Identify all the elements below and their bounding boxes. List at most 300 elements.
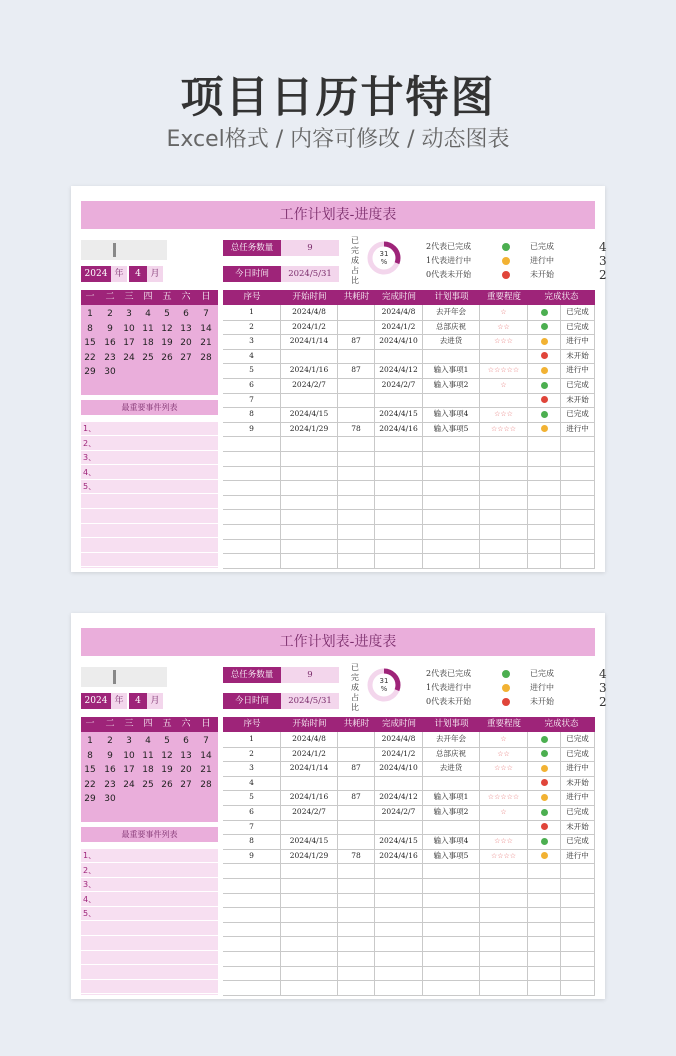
event-line[interactable] — [81, 495, 218, 509]
cell-item[interactable] — [423, 966, 480, 981]
cell-spent[interactable] — [338, 349, 375, 364]
status-icon-cell[interactable] — [528, 509, 561, 524]
cell-no[interactable] — [223, 966, 281, 981]
cell-start[interactable]: 2024/1/2 — [281, 747, 338, 762]
calendar-day[interactable]: 4 — [145, 736, 151, 746]
cell-item[interactable] — [423, 495, 480, 510]
calendar-day[interactable]: 15 — [84, 338, 96, 349]
cell-item[interactable] — [423, 553, 480, 568]
calendar-day[interactable]: 19 — [161, 765, 173, 776]
cell-stars[interactable] — [480, 966, 528, 981]
cell-stars[interactable] — [480, 480, 528, 495]
calendar-day[interactable]: 9 — [107, 750, 113, 761]
cell-start[interactable] — [281, 393, 338, 408]
cell-item[interactable] — [423, 951, 480, 966]
cell-stars[interactable] — [480, 878, 528, 893]
event-line[interactable] — [81, 951, 218, 965]
calendar-day[interactable]: 11 — [142, 323, 154, 334]
calendar-day[interactable]: 28 — [200, 779, 212, 790]
cell-status[interactable]: 进行中 — [561, 761, 595, 776]
cell-item[interactable] — [423, 980, 480, 995]
cell-start[interactable] — [281, 436, 338, 451]
cell-status[interactable] — [561, 466, 595, 481]
cell-no[interactable]: 8 — [223, 834, 281, 849]
cell-start[interactable]: 2024/1/16 — [281, 790, 338, 805]
table-row[interactable] — [223, 922, 595, 938]
cell-spent[interactable] — [338, 878, 375, 893]
cell-end[interactable] — [375, 980, 423, 995]
cell-end[interactable] — [375, 466, 423, 481]
cell-start[interactable] — [281, 936, 338, 951]
calendar-day[interactable]: 23 — [104, 352, 116, 363]
cell-item[interactable] — [423, 878, 480, 893]
table-row[interactable] — [223, 393, 595, 409]
cell-item[interactable] — [423, 863, 480, 878]
cell-start[interactable] — [281, 480, 338, 495]
cell-status[interactable]: 已完成 — [561, 805, 595, 820]
status-icon-cell[interactable] — [528, 363, 561, 378]
cell-end[interactable] — [375, 776, 423, 791]
calendar-day[interactable]: 22 — [84, 352, 96, 363]
cell-no[interactable] — [223, 922, 281, 937]
table-row[interactable] — [223, 951, 595, 967]
cell-item[interactable] — [423, 451, 480, 466]
cell-start[interactable]: 2024/2/7 — [281, 805, 338, 820]
cell-status[interactable] — [561, 480, 595, 495]
table-row[interactable] — [223, 466, 595, 482]
cell-end[interactable]: 2024/1/2 — [375, 747, 423, 762]
cell-status[interactable] — [561, 907, 595, 922]
cell-no[interactable]: 7 — [223, 820, 281, 835]
status-icon-cell[interactable] — [528, 495, 561, 510]
cell-item[interactable] — [423, 820, 480, 835]
status-icon-cell[interactable] — [528, 922, 561, 937]
cell-end[interactable] — [375, 966, 423, 981]
table-row[interactable] — [223, 334, 595, 350]
table-row[interactable] — [223, 907, 595, 923]
cell-spent[interactable] — [338, 524, 375, 539]
cell-spent[interactable] — [338, 378, 375, 393]
cell-end[interactable]: 2024/4/15 — [375, 834, 423, 849]
status-icon-cell[interactable] — [528, 790, 561, 805]
cell-item[interactable]: 总部庆祝 — [423, 320, 480, 335]
event-line[interactable] — [81, 922, 218, 936]
table-row[interactable] — [223, 732, 595, 748]
cell-item[interactable]: 总部庆祝 — [423, 747, 480, 762]
calendar-day[interactable]: 5 — [164, 736, 170, 746]
table-row[interactable] — [223, 966, 595, 982]
cell-status[interactable]: 进行中 — [561, 849, 595, 864]
cell-end[interactable] — [375, 509, 423, 524]
cell-status[interactable] — [561, 451, 595, 466]
cell-status[interactable] — [561, 980, 595, 995]
cell-stars[interactable]: ☆☆☆☆☆ — [480, 363, 528, 378]
cell-status[interactable] — [561, 878, 595, 893]
status-icon-cell[interactable] — [528, 407, 561, 422]
status-icon-cell[interactable] — [528, 451, 561, 466]
status-icon-cell[interactable] — [528, 553, 561, 568]
cell-stars[interactable]: ☆ — [480, 305, 528, 320]
event-line[interactable]: 2、 — [81, 864, 218, 878]
cell-item[interactable]: 输入事项5 — [423, 849, 480, 864]
cell-spent[interactable] — [338, 305, 375, 320]
cell-stars[interactable]: ☆ — [480, 805, 528, 820]
status-icon-cell[interactable] — [528, 878, 561, 893]
cell-spent[interactable] — [338, 834, 375, 849]
status-icon-cell[interactable] — [528, 378, 561, 393]
cell-no[interactable] — [223, 553, 281, 568]
calendar-day[interactable]: 23 — [104, 779, 116, 790]
cell-start[interactable] — [281, 509, 338, 524]
calendar-day[interactable]: 24 — [123, 352, 135, 363]
calendar-day[interactable]: 27 — [180, 779, 192, 790]
cell-spent[interactable] — [338, 436, 375, 451]
table-row[interactable] — [223, 480, 595, 496]
cell-start[interactable]: 2024/1/29 — [281, 849, 338, 864]
status-icon-cell[interactable] — [528, 907, 561, 922]
calendar-day[interactable]: 10 — [123, 323, 135, 334]
cell-end[interactable] — [375, 451, 423, 466]
cell-spent[interactable] — [338, 893, 375, 908]
cell-no[interactable] — [223, 451, 281, 466]
cell-status[interactable]: 已完成 — [561, 747, 595, 762]
cell-spent[interactable] — [338, 980, 375, 995]
calendar-day[interactable]: 26 — [161, 779, 173, 790]
cell-spent[interactable] — [338, 747, 375, 762]
status-icon-cell[interactable] — [528, 732, 561, 747]
event-line[interactable]: 2、 — [81, 437, 218, 451]
table-row[interactable] — [223, 378, 595, 394]
calendar-day[interactable]: 30 — [104, 794, 116, 805]
cell-start[interactable]: 2024/1/29 — [281, 422, 338, 437]
cell-stars[interactable] — [480, 495, 528, 510]
cell-status[interactable] — [561, 436, 595, 451]
table-row[interactable] — [223, 834, 595, 850]
table-row[interactable] — [223, 761, 595, 777]
cell-no[interactable]: 6 — [223, 378, 281, 393]
cell-item[interactable]: 输入事项4 — [423, 407, 480, 422]
cell-spent[interactable] — [338, 805, 375, 820]
status-icon-cell[interactable] — [528, 524, 561, 539]
status-icon-cell[interactable] — [528, 980, 561, 995]
table-row[interactable] — [223, 849, 595, 865]
cell-stars[interactable] — [480, 893, 528, 908]
cell-no[interactable]: 5 — [223, 363, 281, 378]
calendar-day[interactable]: 5 — [164, 309, 170, 319]
table-row[interactable] — [223, 320, 595, 336]
cell-item[interactable] — [423, 480, 480, 495]
cell-start[interactable]: 2024/4/8 — [281, 732, 338, 747]
calendar-day[interactable]: 16 — [104, 338, 116, 349]
status-icon-cell[interactable] — [528, 747, 561, 762]
cell-spent[interactable] — [338, 951, 375, 966]
table-row[interactable] — [223, 980, 595, 996]
calendar-day[interactable]: 20 — [180, 338, 192, 349]
cell-end[interactable] — [375, 907, 423, 922]
cell-status[interactable] — [561, 893, 595, 908]
cell-stars[interactable] — [480, 524, 528, 539]
cell-spent[interactable] — [338, 480, 375, 495]
cell-stars[interactable] — [480, 466, 528, 481]
cell-end[interactable] — [375, 436, 423, 451]
cell-start[interactable] — [281, 553, 338, 568]
cell-stars[interactable]: ☆☆☆☆☆ — [480, 790, 528, 805]
status-icon-cell[interactable] — [528, 863, 561, 878]
cell-item[interactable] — [423, 436, 480, 451]
calendar-day[interactable]: 1 — [87, 736, 93, 746]
cell-spent[interactable] — [338, 936, 375, 951]
cell-status[interactable] — [561, 495, 595, 510]
table-row[interactable] — [223, 790, 595, 806]
calendar-day[interactable]: 21 — [200, 765, 212, 776]
cell-no[interactable]: 1 — [223, 732, 281, 747]
event-line[interactable] — [81, 524, 218, 538]
cell-start[interactable] — [281, 466, 338, 481]
cell-no[interactable] — [223, 951, 281, 966]
table-row[interactable] — [223, 776, 595, 792]
cell-status[interactable] — [561, 951, 595, 966]
cell-no[interactable] — [223, 980, 281, 995]
calendar-day[interactable]: 3 — [126, 736, 132, 746]
cell-end[interactable]: 2024/4/15 — [375, 407, 423, 422]
cell-item[interactable] — [423, 907, 480, 922]
calendar-day[interactable]: 7 — [203, 309, 209, 319]
cell-stars[interactable]: ☆☆☆ — [480, 334, 528, 349]
cell-spent[interactable] — [338, 732, 375, 747]
cell-start[interactable] — [281, 907, 338, 922]
cell-end[interactable]: 2024/4/8 — [375, 305, 423, 320]
calendar-day[interactable]: 6 — [183, 309, 189, 319]
cell-status[interactable]: 已完成 — [561, 305, 595, 320]
cell-end[interactable] — [375, 951, 423, 966]
cell-spent[interactable] — [338, 863, 375, 878]
status-icon-cell[interactable] — [528, 805, 561, 820]
cell-start[interactable] — [281, 966, 338, 981]
cell-end[interactable]: 2024/4/8 — [375, 732, 423, 747]
calendar-day[interactable]: 17 — [123, 765, 135, 776]
calendar-day[interactable]: 30 — [104, 367, 116, 378]
cell-no[interactable]: 4 — [223, 776, 281, 791]
cell-no[interactable]: 7 — [223, 393, 281, 408]
cell-start[interactable]: 2024/1/14 — [281, 761, 338, 776]
cell-spent[interactable]: 87 — [338, 790, 375, 805]
cell-no[interactable]: 3 — [223, 334, 281, 349]
cell-spent[interactable] — [338, 820, 375, 835]
table-row[interactable] — [223, 863, 595, 879]
cell-stars[interactable]: ☆☆☆ — [480, 407, 528, 422]
cell-start[interactable]: 2024/1/2 — [281, 320, 338, 335]
calendar-day[interactable]: 2 — [107, 309, 113, 319]
status-icon-cell[interactable] — [528, 466, 561, 481]
cell-spent[interactable] — [338, 539, 375, 554]
cell-no[interactable]: 9 — [223, 422, 281, 437]
cell-status[interactable] — [561, 524, 595, 539]
calendar-day[interactable]: 18 — [142, 338, 154, 349]
cell-spent[interactable] — [338, 451, 375, 466]
status-icon-cell[interactable] — [528, 966, 561, 981]
cell-no[interactable]: 1 — [223, 305, 281, 320]
cell-start[interactable] — [281, 893, 338, 908]
cell-stars[interactable] — [480, 863, 528, 878]
cell-no[interactable]: 4 — [223, 349, 281, 364]
cell-status[interactable] — [561, 863, 595, 878]
cell-end[interactable] — [375, 480, 423, 495]
cell-end[interactable] — [375, 524, 423, 539]
calendar-day[interactable]: 22 — [84, 779, 96, 790]
table-row[interactable] — [223, 451, 595, 467]
cell-spent[interactable]: 78 — [338, 849, 375, 864]
cell-no[interactable] — [223, 539, 281, 554]
cell-status[interactable] — [561, 936, 595, 951]
cell-item[interactable]: 去开年会 — [423, 732, 480, 747]
cell-spent[interactable] — [338, 320, 375, 335]
table-row[interactable] — [223, 363, 595, 379]
cell-stars[interactable] — [480, 509, 528, 524]
cell-status[interactable] — [561, 553, 595, 568]
cell-start[interactable] — [281, 451, 338, 466]
cell-stars[interactable]: ☆☆ — [480, 320, 528, 335]
cell-spent[interactable] — [338, 495, 375, 510]
calendar-day[interactable]: 8 — [87, 750, 93, 761]
calendar-day[interactable]: 14 — [200, 750, 212, 761]
status-icon-cell[interactable] — [528, 951, 561, 966]
cell-end[interactable] — [375, 349, 423, 364]
cell-stars[interactable] — [480, 451, 528, 466]
event-line[interactable] — [81, 553, 218, 567]
event-line[interactable]: 3、 — [81, 451, 218, 465]
cell-end[interactable]: 2024/4/12 — [375, 363, 423, 378]
cell-spent[interactable] — [338, 966, 375, 981]
calendar-day[interactable]: 13 — [180, 323, 192, 334]
cell-no[interactable]: 9 — [223, 849, 281, 864]
calendar-day[interactable]: 17 — [123, 338, 135, 349]
status-icon-cell[interactable] — [528, 422, 561, 437]
cell-status[interactable]: 已完成 — [561, 378, 595, 393]
cell-no[interactable] — [223, 863, 281, 878]
cell-end[interactable] — [375, 553, 423, 568]
cell-status[interactable] — [561, 922, 595, 937]
table-row[interactable] — [223, 495, 595, 511]
cell-spent[interactable]: 87 — [338, 363, 375, 378]
calendar-day[interactable]: 13 — [180, 750, 192, 761]
cell-start[interactable] — [281, 951, 338, 966]
cell-spent[interactable] — [338, 393, 375, 408]
cell-start[interactable]: 2024/4/8 — [281, 305, 338, 320]
cell-stars[interactable] — [480, 907, 528, 922]
calendar-day[interactable]: 9 — [107, 323, 113, 334]
calendar-day[interactable]: 1 — [87, 309, 93, 319]
cell-stars[interactable] — [480, 980, 528, 995]
cell-start[interactable] — [281, 980, 338, 995]
cell-spent[interactable] — [338, 407, 375, 422]
cell-spent[interactable] — [338, 466, 375, 481]
event-line[interactable]: 4、 — [81, 893, 218, 907]
cell-no[interactable]: 5 — [223, 790, 281, 805]
table-row[interactable] — [223, 805, 595, 821]
cell-item[interactable]: 输入事项4 — [423, 834, 480, 849]
calendar-day[interactable]: 25 — [142, 352, 154, 363]
cell-no[interactable] — [223, 893, 281, 908]
cell-end[interactable] — [375, 936, 423, 951]
name-input[interactable] — [81, 667, 167, 687]
cell-spent[interactable] — [338, 553, 375, 568]
cell-item[interactable] — [423, 466, 480, 481]
table-row[interactable] — [223, 539, 595, 555]
status-icon-cell[interactable] — [528, 436, 561, 451]
event-line[interactable]: 4、 — [81, 466, 218, 480]
cell-item[interactable] — [423, 936, 480, 951]
cell-start[interactable]: 2024/4/15 — [281, 407, 338, 422]
calendar-day[interactable]: 29 — [84, 794, 96, 805]
cell-no[interactable] — [223, 509, 281, 524]
month-value[interactable]: 4 — [129, 693, 147, 709]
cell-status[interactable] — [561, 509, 595, 524]
cell-item[interactable] — [423, 524, 480, 539]
cell-no[interactable]: 8 — [223, 407, 281, 422]
cell-item[interactable]: 输入事项2 — [423, 805, 480, 820]
cell-stars[interactable]: ☆☆☆☆ — [480, 422, 528, 437]
calendar-day[interactable]: 18 — [142, 765, 154, 776]
cell-status[interactable]: 未开始 — [561, 776, 595, 791]
table-row[interactable] — [223, 820, 595, 836]
cell-status[interactable]: 进行中 — [561, 334, 595, 349]
cell-end[interactable]: 2024/2/7 — [375, 805, 423, 820]
cell-spent[interactable] — [338, 509, 375, 524]
cell-item[interactable]: 去开年会 — [423, 305, 480, 320]
table-row[interactable] — [223, 524, 595, 540]
cell-end[interactable]: 2024/2/7 — [375, 378, 423, 393]
cell-no[interactable] — [223, 480, 281, 495]
cell-item[interactable]: 输入事项1 — [423, 790, 480, 805]
cell-status[interactable]: 进行中 — [561, 790, 595, 805]
cell-no[interactable] — [223, 524, 281, 539]
status-icon-cell[interactable] — [528, 480, 561, 495]
cell-end[interactable]: 2024/4/16 — [375, 422, 423, 437]
cell-no[interactable]: 6 — [223, 805, 281, 820]
cell-item[interactable] — [423, 539, 480, 554]
cell-stars[interactable] — [480, 553, 528, 568]
cell-item[interactable] — [423, 349, 480, 364]
cell-end[interactable]: 2024/4/10 — [375, 761, 423, 776]
cell-start[interactable]: 2024/2/7 — [281, 378, 338, 393]
year-value[interactable]: 2024 — [81, 266, 111, 282]
table-row[interactable] — [223, 509, 595, 525]
cell-no[interactable] — [223, 936, 281, 951]
event-line[interactable] — [81, 510, 218, 524]
cell-no[interactable] — [223, 878, 281, 893]
cell-item[interactable] — [423, 509, 480, 524]
status-icon-cell[interactable] — [528, 893, 561, 908]
name-input[interactable] — [81, 240, 167, 260]
cell-spent[interactable]: 87 — [338, 761, 375, 776]
cell-stars[interactable]: ☆☆☆ — [480, 834, 528, 849]
cell-item[interactable] — [423, 393, 480, 408]
cell-end[interactable] — [375, 393, 423, 408]
cell-no[interactable] — [223, 907, 281, 922]
cell-item[interactable]: 去进货 — [423, 334, 480, 349]
table-row[interactable] — [223, 893, 595, 909]
cell-start[interactable] — [281, 776, 338, 791]
cell-stars[interactable]: ☆☆☆ — [480, 761, 528, 776]
status-icon-cell[interactable] — [528, 761, 561, 776]
calendar-day[interactable]: 6 — [183, 736, 189, 746]
cell-stars[interactable]: ☆☆☆☆ — [480, 849, 528, 864]
cell-stars[interactable] — [480, 393, 528, 408]
cell-end[interactable] — [375, 539, 423, 554]
status-icon-cell[interactable] — [528, 393, 561, 408]
cell-spent[interactable]: 87 — [338, 334, 375, 349]
event-line[interactable] — [81, 980, 218, 994]
